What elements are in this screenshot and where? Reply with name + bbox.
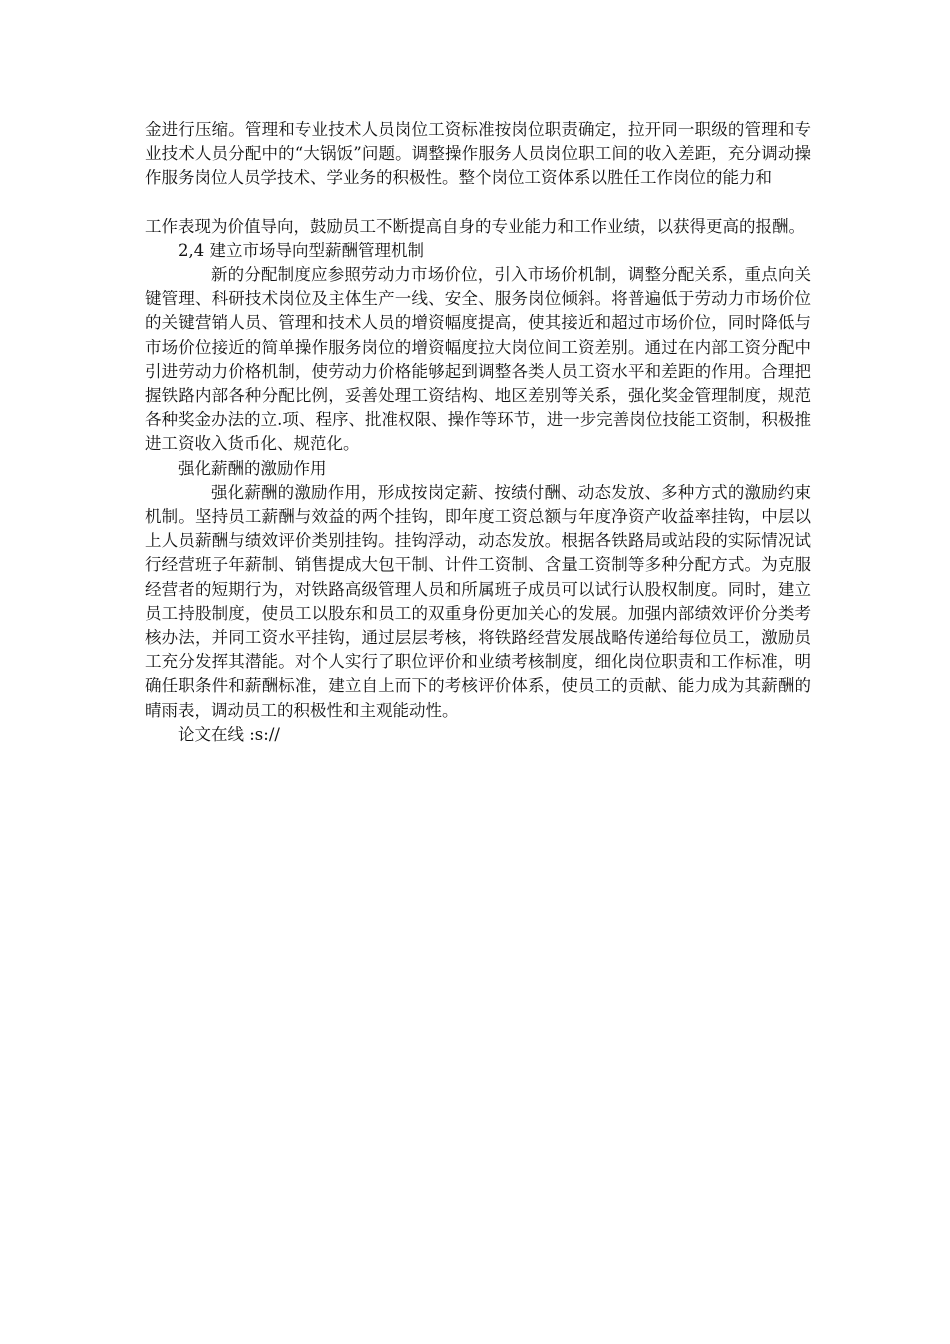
- document-page: [145, 118, 811, 747]
- paragraph-value-orientation: 工作表现为价值导向，鼓励员工不断提高自身的专业能力和工作业绩，以获得更高的报酬。: [145, 216, 805, 236]
- section-heading-market-mechanism: 2,4 建立市场导向型薪酬管理机制: [178, 240, 424, 260]
- paragraph-gap: [145, 191, 811, 215]
- source-footer: 论文在线 :s://: [178, 724, 280, 744]
- paragraph-incentive: 强化薪酬的激励作用，形成按岗定薪、按绩付酬、动态发放、多种方式的激励约束机制。坚持员工薪酬与效益的两个挂钩，即年度工资总额与年度净资产收益率挂钩，中层以上人员薪酬与绩效评价类别挂钩。挂钩浮动，动态发放。根据各铁路局或站段的实际情况试行经营班子年薪制、销售提成大包干制、计件工资制、含量工资制等多种分配方式。为克服经营者的短期行为，对铁路高级管理人员和所属班子成员可以试行认股权制度。同时，建立员工持股制度，使员工以股东和员工的双重身份更加关心的发展。加强内部绩效评价分类考核办法，并同工资水平挂钩，通过层层考核，将铁路经营发展战略传递给每位员工，激励员工充分发挥其潜能。对个人实行了职位评价和业绩考核制度，细化岗位职责和工作标准，明确任职条件和薪酬标准，建立自上而下的考核评价体系，使员工的贡献、能力成为其薪酬的晴雨表，调动员工的积极性和主观能动性。: [145, 482, 811, 720]
- section-heading-incentive: 强化薪酬的激励作用: [178, 458, 327, 478]
- paragraph-salary-compression: 金进行压缩。管理和专业技术人员岗位工资标准按岗位职责确定，拉开同一职级的管理和专业技术人员分配中的“大锅饭”问题。调整操作服务人员岗位职工间的收入差距，充分调动操作服务岗位人员学技术、学业务的积极性。整个岗位工资体系以胜任工作岗位的能力和: [145, 120, 811, 188]
- paragraph-market-mechanism: 新的分配制度应参照劳动力市场价位，引入市场价机制，调整分配关系，重点向关键管理、科研技术岗位及主体生产一线、安全、服务岗位倾斜。将普遍低于劳动力市场价位的关键营销人员、管理和技术人员的增资幅度提高，使其接近和超过市场价位，同时降低与市场价位接近的简单操作服务岗位的增资幅度拉大岗位间工资差别。通过在内部工资分配中引进劳动力价格机制，使劳动力价格能够起到调整各类人员工资水平和差距的作用。合理把握铁路内部各种分配比例，妥善处理工资结构、地区差别等关系，强化奖金管理制度，规范各种奖金办法的立.项、程序、批准权限、操作等环节，进一步完善岗位技能工资制，积极推进工资收入货币化、规范化。: [145, 265, 811, 454]
